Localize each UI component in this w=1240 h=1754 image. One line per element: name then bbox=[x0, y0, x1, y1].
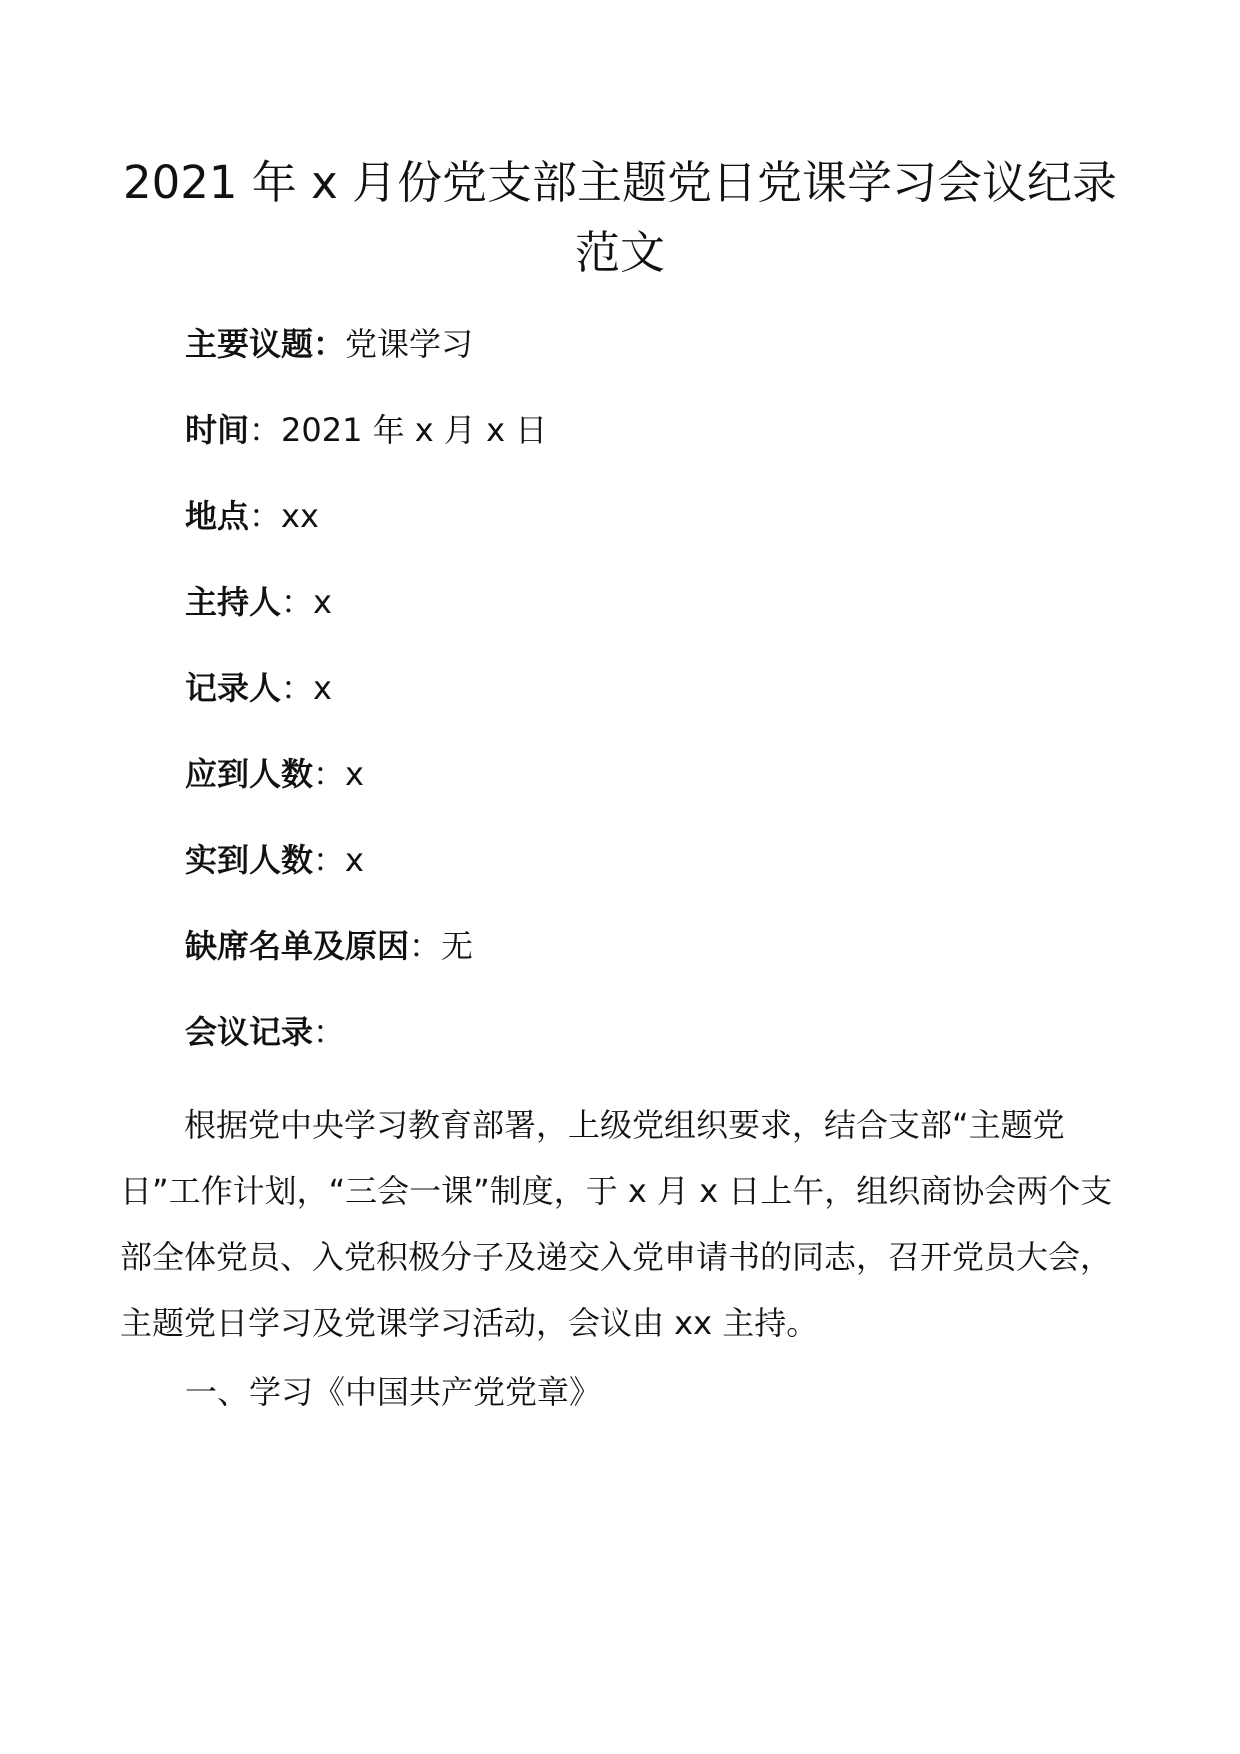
document-title: 2021 年 x 月份党支部主题党日党课学习会议纪录范文 bbox=[122, 156, 1118, 279]
field-label: 记录人 bbox=[185, 669, 282, 707]
field-actual-attendees bbox=[185, 838, 364, 882]
field-meeting-record bbox=[185, 1010, 345, 1054]
field-value: ：xx bbox=[249, 497, 319, 535]
field-label: 主持人 bbox=[185, 583, 282, 621]
field-label: 主要议题： bbox=[185, 325, 346, 363]
field-host bbox=[185, 580, 332, 624]
field-main-topic bbox=[185, 322, 473, 366]
field-label: 会议记录 bbox=[185, 1013, 314, 1051]
field-value: ：无 bbox=[409, 927, 474, 965]
section-heading: 一、学习《中国共产党党章》 bbox=[185, 1373, 602, 1411]
field-label: 应到人数 bbox=[185, 755, 314, 793]
field-label: 时间 bbox=[185, 411, 250, 449]
field-label: 地点 bbox=[185, 497, 250, 535]
field-value: ：x bbox=[313, 755, 364, 793]
field-value: ：x bbox=[313, 841, 364, 879]
field-location bbox=[185, 494, 319, 538]
field-label: 实到人数 bbox=[185, 841, 314, 879]
field-label: 缺席名单及原因 bbox=[185, 927, 410, 965]
field-value: ： bbox=[313, 1013, 346, 1051]
field-value: 党课学习 bbox=[345, 325, 474, 363]
field-time bbox=[185, 408, 547, 452]
field-absentees bbox=[185, 924, 473, 968]
field-value: ：x bbox=[281, 669, 332, 707]
field-recorder bbox=[185, 666, 332, 710]
field-value: ：2021 年 x 月 x 日 bbox=[249, 411, 548, 449]
field-expected-attendees bbox=[185, 752, 364, 796]
field-value: ：x bbox=[281, 583, 332, 621]
meeting-paragraph: 根据党中央学习教育部署，上级党组织要求，结合支部“主题党日”工作计划，“三会一课”制度，于 x 月 x 日上午，组织商协会两个支部全体党员、入党积极分子及递交入党申请书的同志，召开党员大会，主题党日学习及党课学习活动，会议由 xx 主持。 bbox=[120, 1106, 1113, 1342]
